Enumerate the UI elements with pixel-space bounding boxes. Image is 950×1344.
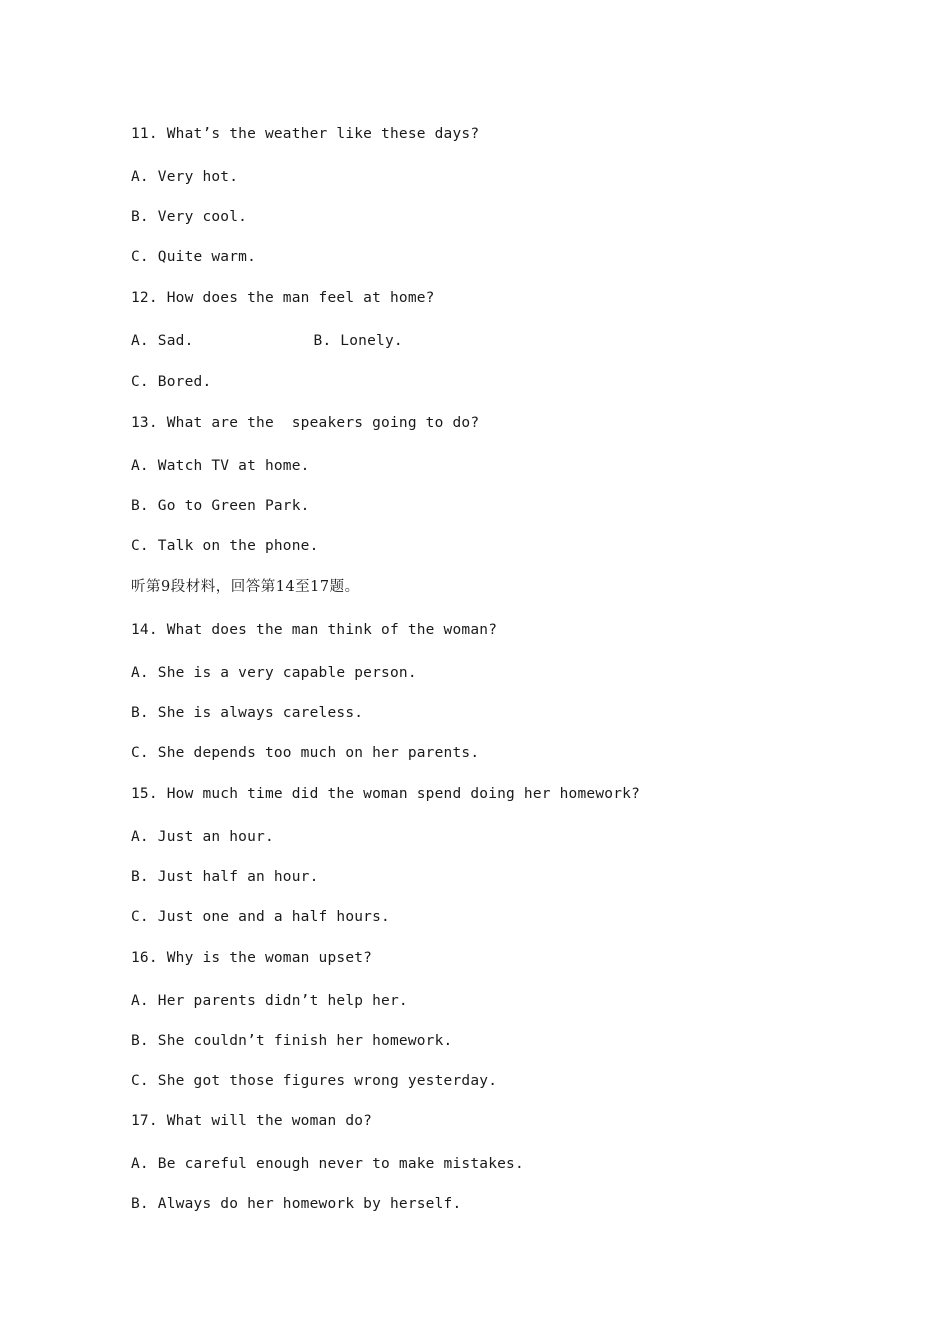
option-14a: A. She is a very capable person.	[131, 665, 417, 681]
question-11: 11. What’s the weather like these days?	[131, 126, 480, 142]
question-13: 13. What are the speakers going to do?	[131, 415, 480, 431]
option-14c: C. She depends too much on her parents.	[131, 745, 480, 761]
option-16b: B. She couldn’t finish her homework.	[131, 1033, 453, 1049]
question-16: 16. Why is the woman upset?	[131, 950, 373, 966]
option-13c: C. Talk on the phone.	[131, 538, 319, 554]
option-13a: A. Watch TV at home.	[131, 458, 310, 474]
option-17b: B. Always do her homework by herself.	[131, 1196, 462, 1212]
option-16a: A. Her parents didn’t help her.	[131, 993, 408, 1009]
option-16c: C. She got those figures wrong yesterday.	[131, 1073, 498, 1089]
option-17a: A. Be careful enough never to make mistakes.	[131, 1156, 524, 1172]
option-11b: B. Very cool.	[131, 209, 248, 225]
section-instruction: 听第9段材料，回答第14至17题。	[131, 579, 360, 595]
option-15c: C. Just one and a half hours.	[131, 909, 390, 925]
question-17: 17. What will the woman do?	[131, 1113, 373, 1129]
option-11c: C. Quite warm.	[131, 249, 257, 265]
question-12: 12. How does the man feel at home?	[131, 290, 435, 306]
question-15: 15. How much time did the woman spend doing her homework?	[131, 786, 640, 802]
option-15a: A. Just an hour.	[131, 829, 274, 845]
option-15b: B. Just half an hour.	[131, 869, 319, 885]
question-14: 14. What does the man think of the woman?	[131, 622, 498, 638]
option-14b: B. She is always careless.	[131, 705, 364, 721]
option-row-12ab	[131, 331, 403, 351]
option-13b: B. Go to Green Park.	[131, 498, 310, 514]
option-11a: A. Very hot.	[131, 169, 239, 185]
option-12b: B. Lonely.	[313, 333, 403, 349]
option-12c: C. Bored.	[131, 374, 212, 390]
option-12a: A. Sad.	[131, 333, 194, 349]
